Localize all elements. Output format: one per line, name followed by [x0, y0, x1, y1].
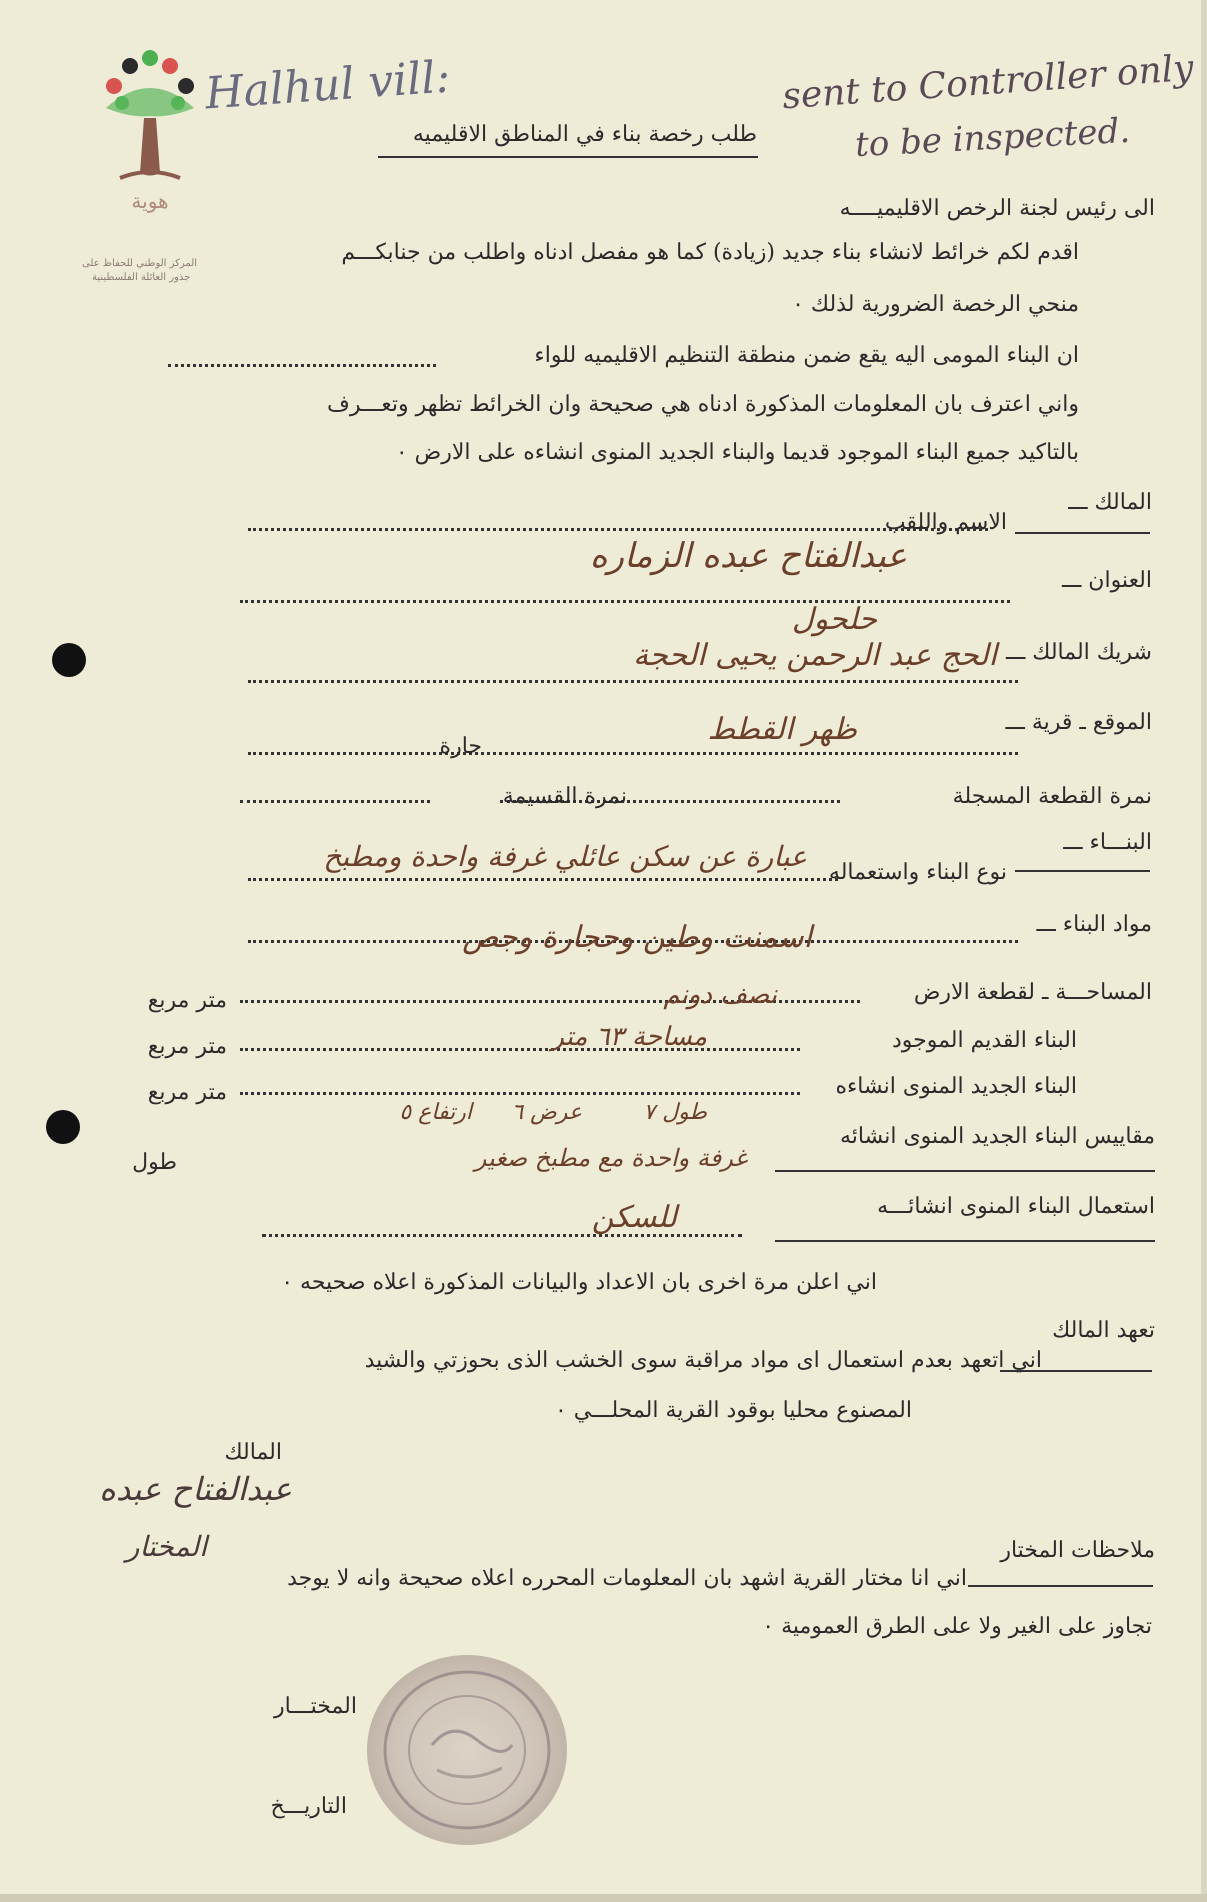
mukhtar-seal	[362, 1650, 572, 1850]
building-heading: البنـــاء ـــ	[1063, 830, 1152, 855]
watermark-caption-2: جذور العائلة الفلسطينية	[92, 272, 191, 283]
location-value-handwritten: ظهر القطط	[707, 712, 857, 747]
parcel-label: نمرة القطعة المسجلة	[952, 784, 1152, 809]
new-building-label: البناء الجديد المنوى انشاءه	[835, 1074, 1077, 1099]
undertaking-line-2: المصنوع محليا بوقود القرية المحلـــي ٠	[554, 1398, 912, 1423]
controller-note-line1: sent to Controller only	[781, 47, 1195, 118]
existing-label: البناء القديم الموجود	[891, 1028, 1077, 1053]
name-value-handwritten: عبدالفتاح عبده الزماره	[589, 536, 907, 576]
dims-label-underline	[775, 1170, 1155, 1172]
type-label: نوع البناء واستعماله	[828, 860, 1007, 885]
materials-value-handwritten: اسمنت وطين وحجارة وجص	[462, 920, 812, 955]
intro-line-4: واني اعترف بان المعلومات المذكورة ادناه هي صحيحة وان الخرائط تظهر وتعـــرف	[327, 392, 1079, 417]
address-value-handwritten: حلحول	[791, 602, 877, 637]
use-label-underline	[775, 1240, 1155, 1242]
area-label: المساحـــة ـ لقطعة الارض	[913, 980, 1152, 1005]
title-underline	[378, 156, 758, 158]
mukhtar-line-1: اني انا مختار القرية اشهد بان المعلومات المحرره اعلاه صحيحة وانه لا يوجد	[287, 1566, 967, 1591]
new-building-dotted-line	[240, 1092, 800, 1095]
tree-logo-icon	[100, 48, 200, 218]
punch-hole-top	[52, 643, 86, 677]
location-dotted-line	[248, 752, 1018, 755]
partner-dotted-line	[248, 680, 1018, 683]
area-unit: متر مربع	[147, 988, 227, 1013]
existing-unit: متر مربع	[147, 1034, 227, 1059]
punch-hole-bottom	[46, 1110, 80, 1144]
building-heading-underline	[1015, 870, 1150, 872]
mukhtar-signature-label: المختـــار	[273, 1694, 357, 1719]
paper-edge-right	[1201, 0, 1207, 1902]
type-dotted-line	[248, 878, 838, 881]
partner-label: شريك المالك ـــ	[1005, 640, 1152, 665]
plot-label: نمرة القسيمة	[502, 784, 627, 809]
addressee: الى رئيس لجنة الرخص الاقليميــــه	[839, 196, 1155, 221]
owner-heading: المالك ـــ	[1068, 490, 1152, 515]
intro-line-2: منحي الرخصة الضرورية لذلك ٠	[792, 292, 1079, 317]
intro-line-1: اقدم لكم خرائط لانشاء بناء جديد (زيادة) كما هو مفصل ادناه واطلب من جنابكـــم	[341, 240, 1079, 265]
name-label: الاسم واللقب	[884, 510, 1007, 535]
partner-value-handwritten: الحج عبد الرحمن يحيى الحجة	[633, 638, 997, 673]
watermark-caption-1: المركز الوطني للحفاظ على	[82, 258, 198, 269]
date-label: التاريـــخ	[270, 1794, 347, 1819]
watermark-logo	[100, 48, 200, 218]
address-label: العنوان ـــ	[1061, 568, 1152, 593]
name-dotted-line	[248, 528, 988, 531]
owner-signature-mark: المختار	[125, 1530, 207, 1563]
dims-length-word: طول	[132, 1150, 177, 1175]
owner-signature-label: المالك	[224, 1440, 282, 1465]
dims-value-handwritten: غرفة واحدة مع مطبخ صغير	[474, 1144, 747, 1172]
owner-signature: عبدالفتاح عبده	[99, 1470, 292, 1508]
seal-icon	[362, 1650, 572, 1850]
undertaking-heading: تعهد المالك	[1052, 1318, 1155, 1343]
use-value-handwritten: للسكن	[591, 1200, 677, 1235]
intro-line-3: ان البناء المومى اليه يقع ضمن منطقة التنظيم الاقليميه للواء	[534, 343, 1079, 368]
area-value-handwritten: نصف دونم	[663, 980, 777, 1010]
address-dotted-line	[240, 600, 1010, 603]
quarter-label: حارة	[439, 734, 482, 759]
declaration: اني اعلن مرة اخرى بان الاعداد والبيانات المذكورة اعلاه صحيحه ٠	[281, 1270, 877, 1295]
dims-label: مقاييس البناء الجديد المنوى انشائه	[839, 1124, 1155, 1149]
plot-dotted-line	[240, 800, 430, 803]
materials-label: مواد البناء ـــ	[1036, 912, 1152, 937]
dims-width: عرض ٦	[511, 1100, 582, 1125]
dims-height: ارتفاع ٥	[399, 1100, 472, 1125]
svg-text:هوية: هوية	[131, 189, 169, 213]
location-label: الموقع ـ قرية ـــ	[1005, 710, 1152, 735]
village-annotation: Halhul vill:	[203, 51, 452, 120]
use-label: استعمال البناء المنوى انشائـــه	[877, 1194, 1155, 1219]
mukhtar-line-2: تجاوز على الغير ولا على الطرق العمومية ٠	[762, 1614, 1152, 1639]
controller-note-line2: to be inspected.	[854, 110, 1131, 166]
new-building-unit: متر مربع	[147, 1080, 227, 1105]
intro-line-5: بالتاكيد جميع البناء الموجود قديما والبناء الجديد المنوى انشاءه على الارض ٠	[395, 440, 1079, 465]
undertaking-line-1: اني اتعهد بعدم استعمال اى مواد مراقبة سوى الخشب الذى بحوزتي والشيد	[364, 1348, 1042, 1373]
paper-edge-bottom	[0, 1894, 1207, 1902]
mukhtar-heading-underline	[968, 1585, 1153, 1587]
existing-dotted-line	[240, 1048, 800, 1051]
existing-value-handwritten: مساحة ٦٣ متر	[551, 1022, 707, 1052]
undertaking-underline	[1000, 1370, 1152, 1372]
owner-heading-underline	[1015, 532, 1150, 534]
type-value-handwritten: عبارة عن سكن عائلي غرفة واحدة ومطبخ	[323, 840, 807, 873]
document-title: طلب رخصة بناء في المناطق الاقليميه	[412, 122, 757, 147]
dims-length: طول ٧	[643, 1100, 707, 1125]
mukhtar-heading: ملاحظات المختار	[1000, 1538, 1155, 1563]
district-dotted-line	[168, 364, 436, 367]
